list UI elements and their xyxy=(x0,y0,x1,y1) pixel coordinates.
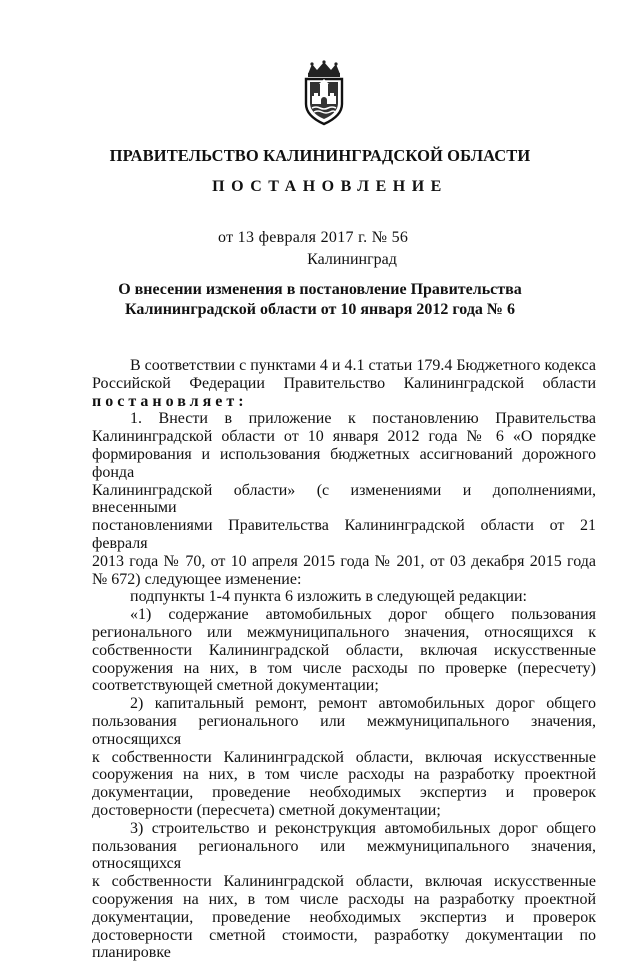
body-line: 2) капитальный ремонт, ремонт автомобильных дорог общего xyxy=(92,695,596,713)
body-line: сооружения на них, в том числе расходы на разработку проектной xyxy=(92,766,596,784)
body-line: к собственности Калининградской области, включая искусственные xyxy=(92,873,596,891)
body-line: Российской Федерации Правительство Калининградской области xyxy=(92,375,596,393)
body-line: к собственности Калининградской области, включая искусственные xyxy=(92,749,596,767)
body-line: сооружения на них, в том числе расходы на разработку проектной xyxy=(92,891,596,909)
date-and-number: от 13 февраля 2017 г. № 56 xyxy=(218,229,408,247)
document-type: ПОСТАНОВЛЕНИЕ xyxy=(0,178,640,196)
body-line: сооружения на них, в том числе расходы по проверке (пересчету) xyxy=(92,660,596,678)
organization-name: ПРАВИТЕЛЬСТВО КАЛИНИНГРАДСКОЙ ОБЛАСТИ xyxy=(0,146,640,166)
body-line: В соответствии с пунктами 4 и 4.1 статьи 179.4 Бюджетного кодекса xyxy=(92,357,596,375)
body-line: подпункты 1-4 пункта 6 изложить в следующей редакции: xyxy=(92,588,596,606)
body-line: пользования регионального или межмуниципального значения, относящихся xyxy=(92,713,596,749)
body-line: достоверности (пересчета) сметной документации; xyxy=(92,802,596,820)
document-body xyxy=(92,357,596,962)
body-line-resolves: постановляет: xyxy=(92,393,596,411)
body-line: документации, проведение необходимых экспертиз и проверок xyxy=(92,784,596,802)
city-name: Калининград xyxy=(0,251,640,269)
body-line: формирования и использования бюджетных ассигнований дорожного фонда xyxy=(92,446,596,482)
body-line: Калининградской области от 10 января 2012 года № 6 «О порядке xyxy=(92,428,596,446)
body-line: достоверности сметной стоимости, разработку документации по планировке xyxy=(92,927,596,962)
body-line: документации, проведение необходимых экспертиз и проверок xyxy=(92,909,596,927)
body-line: собственности Калининградской области, включая искусственные xyxy=(92,642,596,660)
body-line: 1. Внести в приложение к постановлению Правительства xyxy=(92,410,596,428)
title-line: О внесении изменения в постановление Правительства xyxy=(0,280,640,300)
body-line: «1) содержание автомобильных дорог общего пользования xyxy=(92,606,596,624)
title-line: Калининградской области от 10 января 2012 года № 6 xyxy=(0,300,640,320)
body-line: постановлениями Правительства Калининградской области от 21 февраля xyxy=(92,517,596,553)
body-line: № 672) следующее изменение: xyxy=(92,571,596,589)
body-line: соответствующей сметной документации; xyxy=(92,677,596,695)
body-line: регионального или межмуниципального значения, относящихся к xyxy=(92,624,596,642)
body-line: пользования регионального или межмуниципального значения, относящихся xyxy=(92,838,596,874)
coat-of-arms-icon xyxy=(298,60,350,126)
document-title xyxy=(0,280,640,320)
body-line: Калининградской области» (с изменениями и дополнениями, внесенными xyxy=(92,482,596,518)
body-line: 2013 года № 70, от 10 апреля 2015 года № 201, от 03 декабря 2015 года xyxy=(92,553,596,571)
body-line: 3) строительство и реконструкция автомобильных дорог общего xyxy=(92,820,596,838)
